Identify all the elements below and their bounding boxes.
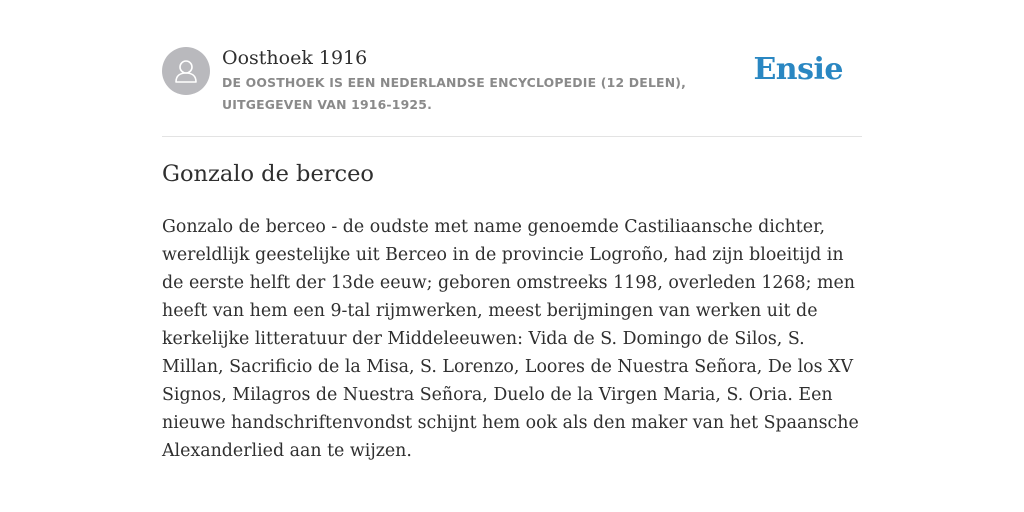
source-title[interactable]: Oosthoek 1916 (222, 47, 368, 69)
entry-title: Gonzalo de berceo (162, 161, 374, 187)
source-avatar[interactable] (162, 47, 210, 95)
entry-body: Gonzalo de berceo - de oudste met name genoemde Castiliaansche dichter, wereldlijk geestelijke uit Berceo in de provincie Logroño, had zijn bloeitijd in de eerste helft der 13de eeuw; geboren omstreeks 1198, overleden 1268; men heeft van hem een 9-tal rijmwerken, meest berijmingen van werken uit de kerkelijke litteratuur der Middeleeuwen: Vida de S. Domingo de Silos, S. Millan, Sacrificio de la Misa, S. Lorenzo, Loores de Nuestra Señora, De los XV Signos, Milagros de Nuestra Señora, Duelo de la Virgen Maria, S. Oria. Een nieuwe handschriftenvondst schijnt hem ook als den maker van het Spaansche Alexanderlied aan te wijzen. (162, 217, 859, 461)
encyclopedia-card (162, 0, 862, 512)
source-header (162, 0, 862, 137)
user-outline-icon (162, 47, 210, 95)
ensie-logo[interactable]: Ensie (753, 52, 843, 87)
source-description: DE OOSTHOEK IS EEN NEDERLANDSE ENCYCLOPEDIE (12 DELEN), UITGEGEVEN VAN 1916-1925. (222, 75, 687, 112)
